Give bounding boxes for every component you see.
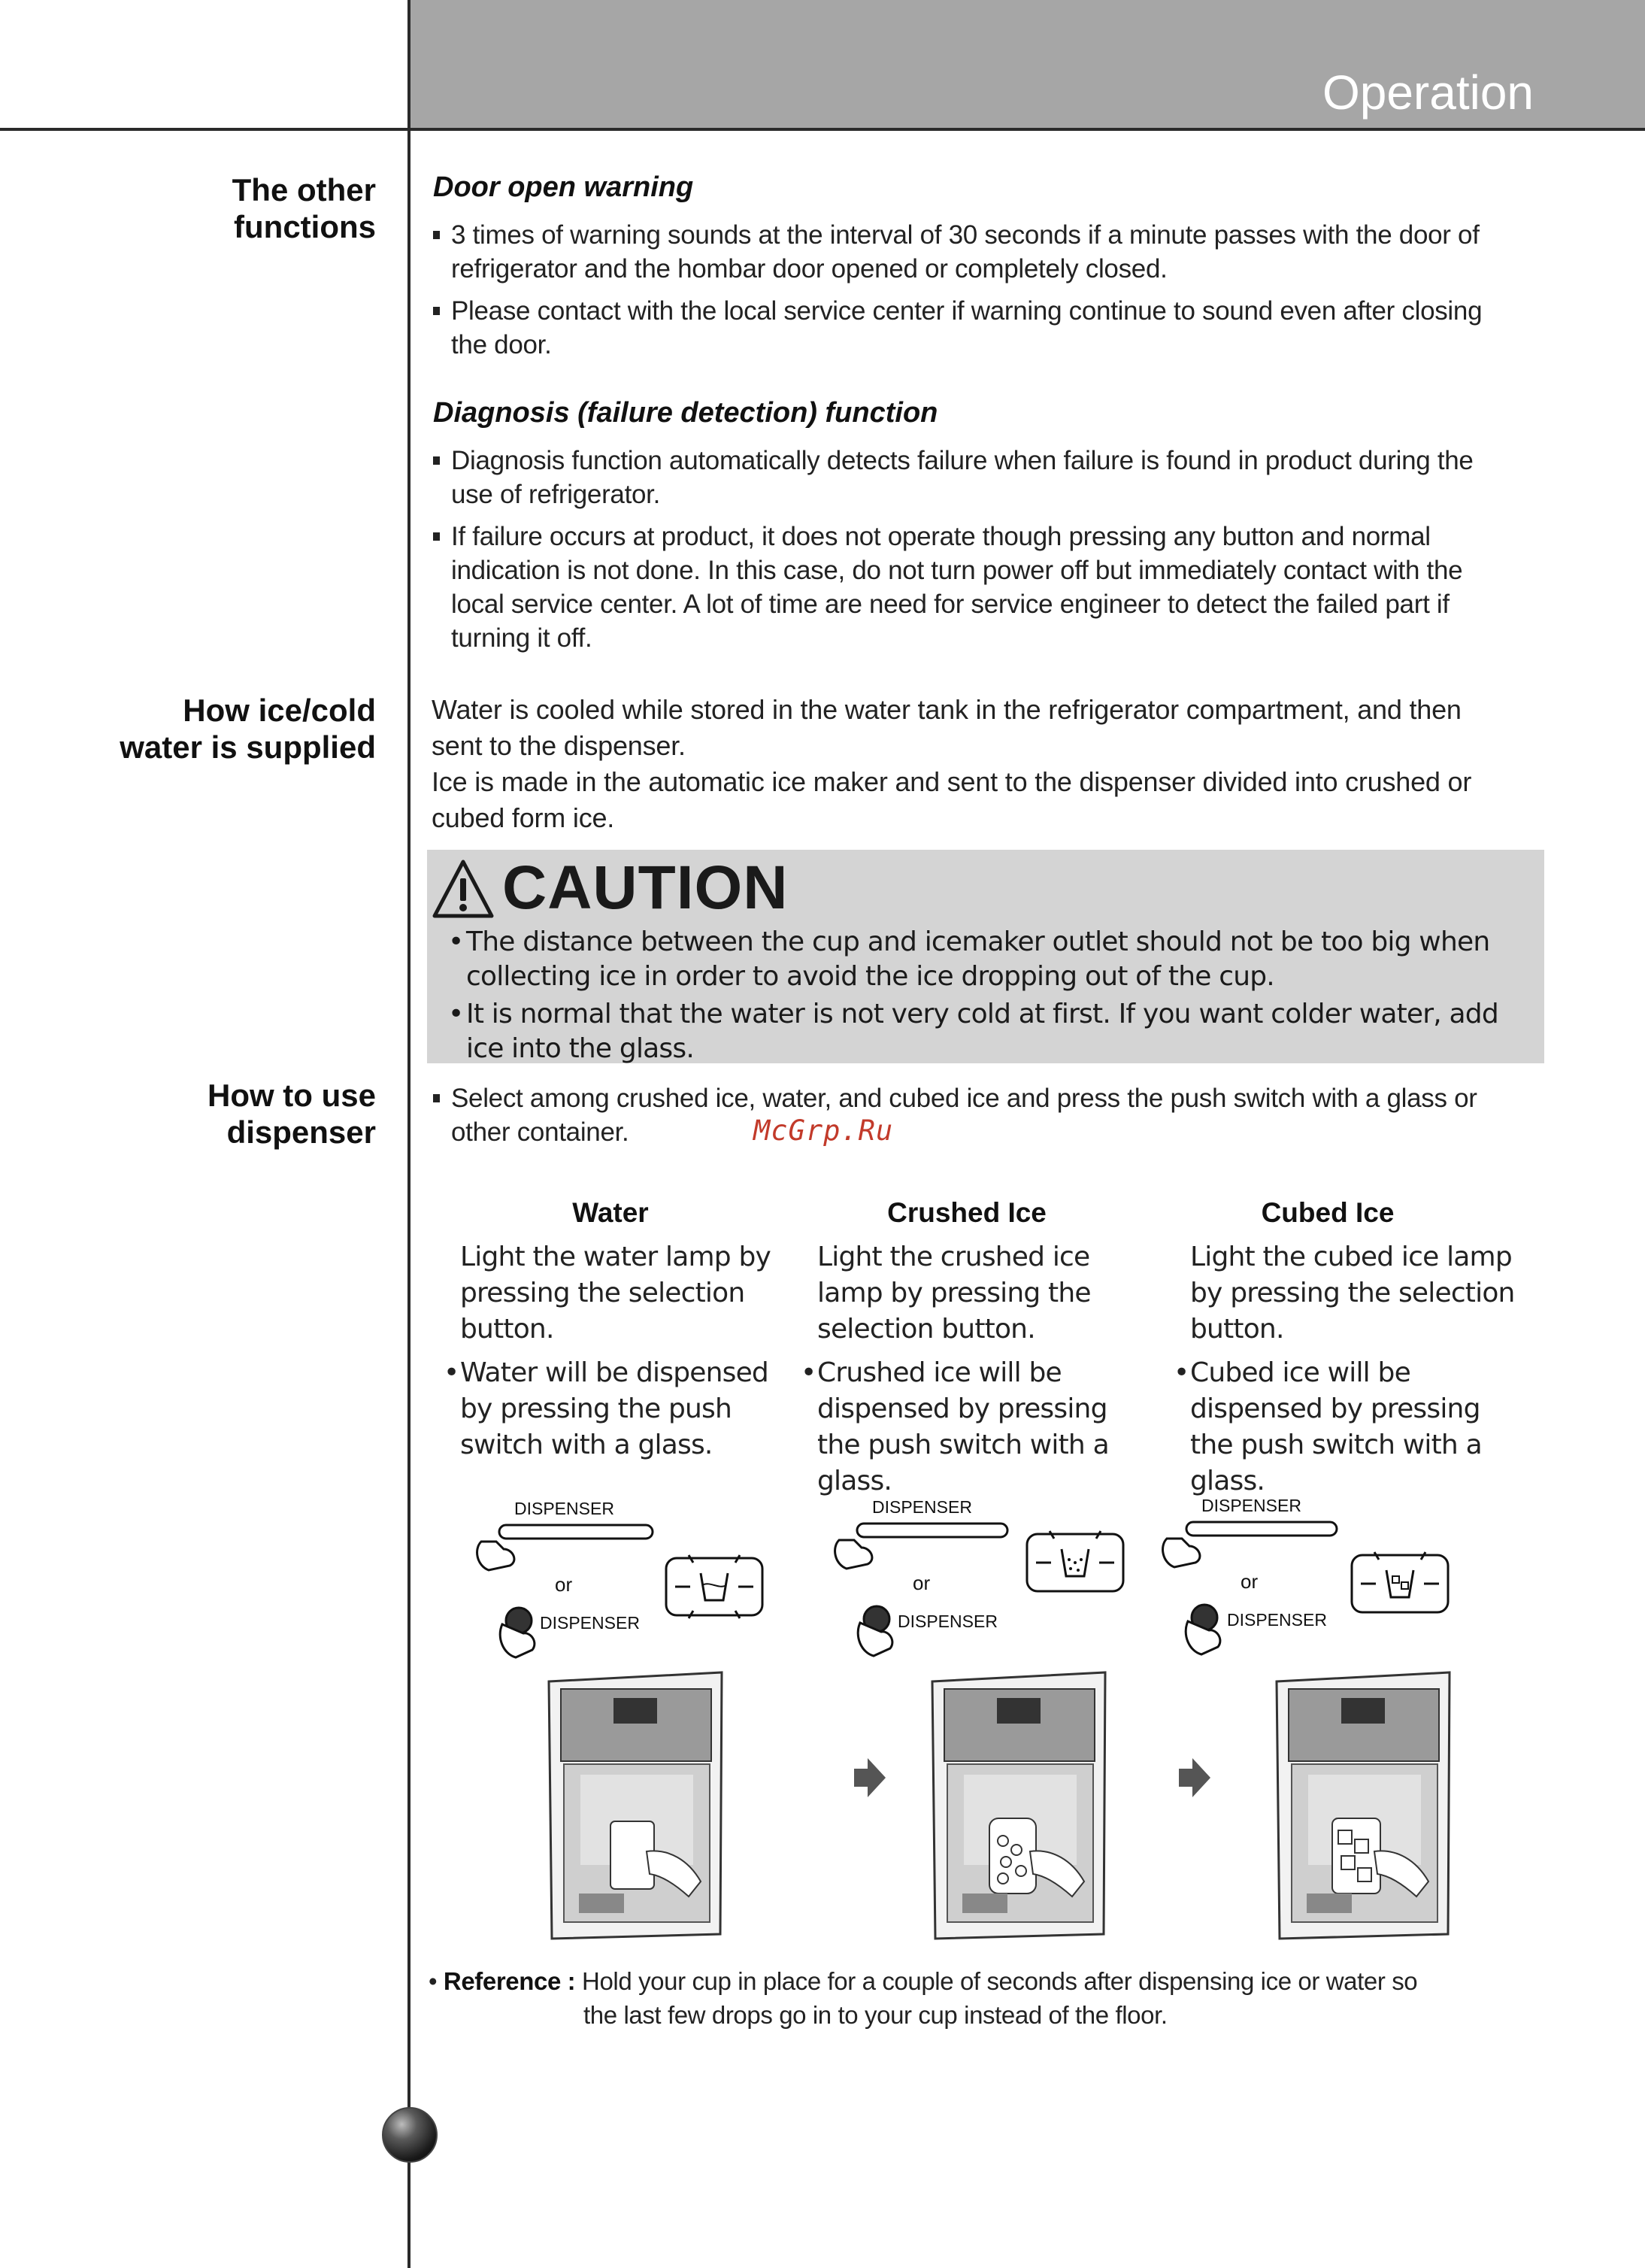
list-item: 3 times of warning sounds at the interval of 30 seconds if a minute passes with the door of refrigerator and the hombar door opened or completely closed. xyxy=(433,218,1501,286)
or-label: or xyxy=(555,1573,573,1596)
diagnosis-list xyxy=(433,444,1501,663)
list-item: Select among crushed ice, water, and cubed ice and press the push switch with a glass or other container. xyxy=(433,1081,1486,1149)
door-warning-list xyxy=(433,218,1501,370)
next-arrow-icon xyxy=(854,1755,887,1800)
column-crushed-ice-text: Light the crushed ice lamp by pressing the selection button. • Crushed ice will be dispensed by pressing the push switch with a glass. xyxy=(801,1242,1109,1496)
caution-title: CAUTION xyxy=(502,854,789,922)
watermark: McGrp.Ru xyxy=(753,1114,894,1147)
door-warning-title: Door open warning xyxy=(433,171,694,203)
next-arrow-icon xyxy=(1179,1755,1212,1800)
caution-list xyxy=(444,925,1526,1069)
section-heading-ice-water-supply: How ice/cold water is supplied xyxy=(120,693,376,765)
column-cubed-ice-text: Light the cubed ice lamp by pressing the selection button. • Cubed ice will be dispensed by pressing the push switch with a glass. xyxy=(1174,1242,1515,1496)
margin-rule xyxy=(407,0,410,2268)
diagnosis-title: Diagnosis (failure detection) function xyxy=(433,397,938,429)
page-title: Operation xyxy=(1322,65,1534,120)
supply-paragraph-1: Water is cooled while stored in the water tank in the refrigerator compartment, and then sent to the dispenser. xyxy=(432,694,1462,761)
dispenser-cubed-ice-illustration xyxy=(1269,1671,1457,1942)
header-rule xyxy=(0,128,1645,131)
dispenser-label-top: DISPENSER xyxy=(514,1499,614,1518)
section-heading-other-functions: The other functions xyxy=(232,172,376,244)
svg-text:or: or xyxy=(1241,1570,1259,1593)
page-marker-dot xyxy=(382,2107,438,2163)
svg-text:or: or xyxy=(913,1572,931,1594)
dispenser-label-bottom: DISPENSER xyxy=(540,1613,640,1633)
supply-paragraph-2: Ice is made in the automatic ice maker and sent to the dispenser divided into crushed or cubed form ice. xyxy=(432,766,1472,833)
crushed-ice-control-diagram xyxy=(824,1496,1140,1692)
list-item: • The distance between the cup and icemaker outlet should not be too big when collecting ice in order to avoid the ice dropping out of the cup. xyxy=(444,925,1526,994)
list-item: Please contact with the local service center if warning continue to sound even after closing the door. xyxy=(433,294,1501,362)
list-item: Diagnosis function automatically detects failure when failure is found in product during the use of refrigerator. xyxy=(433,444,1501,511)
dispenser-intro xyxy=(433,1081,1486,1157)
svg-text:DISPENSER: DISPENSER xyxy=(898,1612,998,1631)
column-water-text: Light the water lamp by pressing the selection button. • Water will be dispensed by pressing the push switch with a glass. xyxy=(444,1242,771,1460)
warning-triangle-icon xyxy=(432,859,495,919)
svg-text:DISPENSER: DISPENSER xyxy=(1201,1496,1301,1515)
section-heading-use-dispenser: How to use dispenser xyxy=(207,1078,376,1150)
column-title-crushed-ice: Crushed Ice xyxy=(887,1197,1047,1228)
list-item: If failure occurs at product, it does not operate though pressing any button and normal indication is not done. In this case, do not turn power off but immediately contact with the local service center. A lot of time are need for service engineer to detect the failed part if turning it off. xyxy=(433,520,1501,655)
svg-text:DISPENSER: DISPENSER xyxy=(872,1497,972,1517)
list-item: • It is normal that the water is not very cold at first. If you want colder water, add ice into the glass. xyxy=(444,997,1526,1066)
column-title-water: Water xyxy=(572,1197,649,1228)
svg-text:DISPENSER: DISPENSER xyxy=(1227,1610,1327,1630)
dispenser-water-illustration xyxy=(541,1671,729,1942)
reference-note: • Reference : Hold your cup in place for a couple of seconds after dispensing ice or water so the last few drops go in to your cup instead of the floor. xyxy=(429,1967,1418,2029)
water-control-diagram xyxy=(466,1496,782,1692)
column-title-cubed-ice: Cubed Ice xyxy=(1261,1197,1395,1228)
cubed-ice-control-diagram xyxy=(1150,1495,1466,1690)
dispenser-crushed-ice-illustration xyxy=(925,1671,1113,1942)
